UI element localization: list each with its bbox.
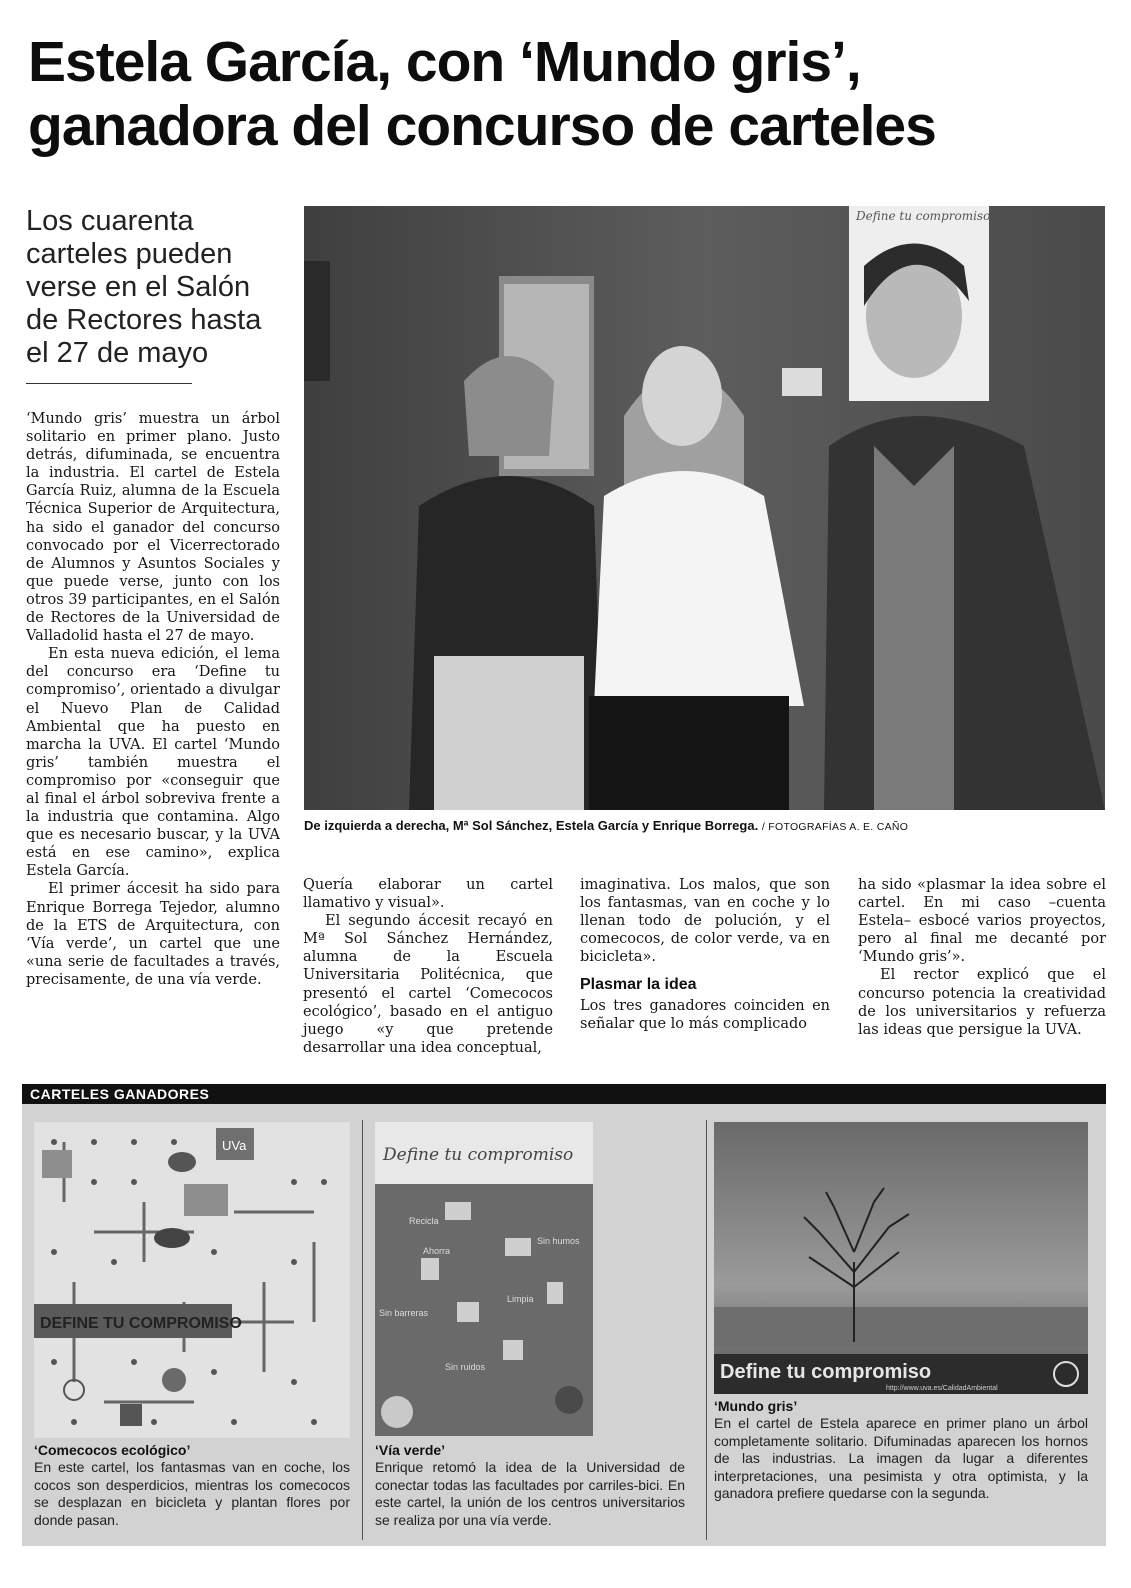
headline-line-2: ganadora del concurso de carteles xyxy=(28,94,936,158)
poster3-url: http://www.uva.es/CalidadAmbiental xyxy=(886,1385,998,1392)
paragraph: ha sido «plasmar la idea sobre el cartel. En mi caso –cuenta Estela– esbocé varios proyectos, pero al final me decanté por ‘Mundo gris’». xyxy=(858,877,1106,966)
poster2-heading: Define tu compromiso xyxy=(383,1145,574,1165)
poster1-title: ‘Comecocos ecológico’ xyxy=(34,1442,191,1458)
divider xyxy=(362,1120,363,1540)
poster1-banner: DEFINE TU COMPROMISO xyxy=(40,1315,242,1332)
poster-comecocos xyxy=(34,1122,350,1438)
paragraph: El segundo áccesit recayó en Mª Sol Sánchez Hernández, alumna de la Escuela Universitaria Politécnica, que presentó el cartel ‘Comecocos ecológico’, basado en el antiguo juego «y que pretende desarrollar una idea conceptual, xyxy=(303,913,553,1056)
poster2-label: Recicla xyxy=(409,1216,439,1226)
poster1-text: En este cartel, los fantasmas van en coche, los cocos son desperdicios, mientras los comecocos se desplazan en bicicleta y plantan flores por donde pasan. xyxy=(34,1459,350,1528)
poster2-label: Ahorra xyxy=(423,1246,451,1256)
wall-poster-text: Define tu compromiso xyxy=(856,209,991,223)
main-photo xyxy=(304,206,1105,810)
paragraph: El primer áccesit ha sido para Enrique Borrega Tejedor, alumno de la ETS de Arquitectura, con ‘Vía verde’, un cartel que une «una serie de facultades a través, precisamente, de una vía verde. xyxy=(26,881,280,988)
paragraph: imaginativa. Los malos, que son los fantasmas, van en coche y lo llenan todo de polución, y el comecocos, de color verde, va en bicicleta». xyxy=(580,877,830,966)
headline-line-1: Estela García, con ‘Mundo gris’, xyxy=(28,30,861,94)
article-column-3 xyxy=(580,876,830,1033)
photo-caption xyxy=(304,818,1105,833)
headline xyxy=(28,30,1108,158)
poster2-label: Sin barreras xyxy=(379,1308,429,1318)
paragraph: En esta nueva edición, el lema del concurso era ‘Define tu compromiso’, orientado a divulgar el Nuevo Plan de Calidad Ambiental que ha puesto en marcha la UVA. El cartel ‘Mundo gris’ también muestra el compromiso por «conseguir que al final el árbol sobreviva frente a la industria que contamina. Algo que es necesario buscar, y la UVA está en ese camino», explica Estela García. xyxy=(26,646,280,880)
poster3-text: En el cartel de Estela aparece en primer plano un árbol completamente solitario. Difuminadas aparecen los hornos de las industrias. La imagen da lugar a diferentes interpretaciones, una pesimista y otra optimista, y la ganadora prefiere quedarse con la segunda. xyxy=(714,1415,1088,1501)
poster2-text: Enrique retomó la idea de la Universidad de conectar todas las facultades por carriles-bici. En este cartel, la unión de los centros universitarios se realiza por una vía verde. xyxy=(375,1459,685,1528)
subhead-rule xyxy=(26,383,192,384)
article-column-2 xyxy=(303,876,553,1057)
poster-mundo-gris xyxy=(714,1122,1088,1394)
poster2-label: Sin ruidos xyxy=(445,1362,486,1372)
paragraph: Los tres ganadores coinciden en señalar que lo más complicado xyxy=(580,997,830,1032)
poster2-title: ‘Vía verde’ xyxy=(375,1442,446,1458)
article-column-1 xyxy=(26,410,280,989)
poster-via-verde xyxy=(375,1122,593,1436)
paragraph: El rector explicó que el concurso potencia la creatividad de los universitarios y refuerza las ideas que persigue la UVA. xyxy=(858,967,1106,1038)
photo-credit: / FOTOGRAFÍAS A. E. CAÑO xyxy=(761,821,909,833)
winners-header: CARTELES GANADORES xyxy=(22,1084,1106,1104)
paragraph: ‘Mundo gris’ muestra un árbol solitario en primer plano. Justo detrás, difuminada, se encuentra la industria. El cartel de Estela García Ruiz, alumna de la Escuela Técnica Superior de Arquitectura, ha sido el ganador del concurso convocado por el Vicerrectorado de Alumnos y Asuntos Sociales y que puede verse, junto con los otros 39 participantes, en el Salón de Rectores de la Universidad de Valladolid hasta el 27 de mayo. xyxy=(26,411,280,645)
section-subtitle: Plasmar la idea xyxy=(580,976,697,994)
divider xyxy=(706,1120,707,1540)
uva-logo: UVa xyxy=(222,1138,247,1153)
article-column-4 xyxy=(858,876,1106,1039)
subhead: Los cuarenta carteles pueden verse en el Salón de Rectores hasta el 27 de mayo xyxy=(26,205,262,369)
poster2-label: Sin humos xyxy=(537,1236,580,1246)
paragraph: Quería elaborar un cartel llamativo y visual». xyxy=(303,877,553,912)
poster2-label: Limpia xyxy=(507,1294,534,1304)
poster3-banner: Define tu compromiso xyxy=(720,1361,932,1383)
poster3-title: ‘Mundo gris’ xyxy=(714,1398,798,1414)
caption-text: De izquierda a derecha, Mª Sol Sánchez, Estela García y Enrique Borrega. xyxy=(304,818,759,833)
